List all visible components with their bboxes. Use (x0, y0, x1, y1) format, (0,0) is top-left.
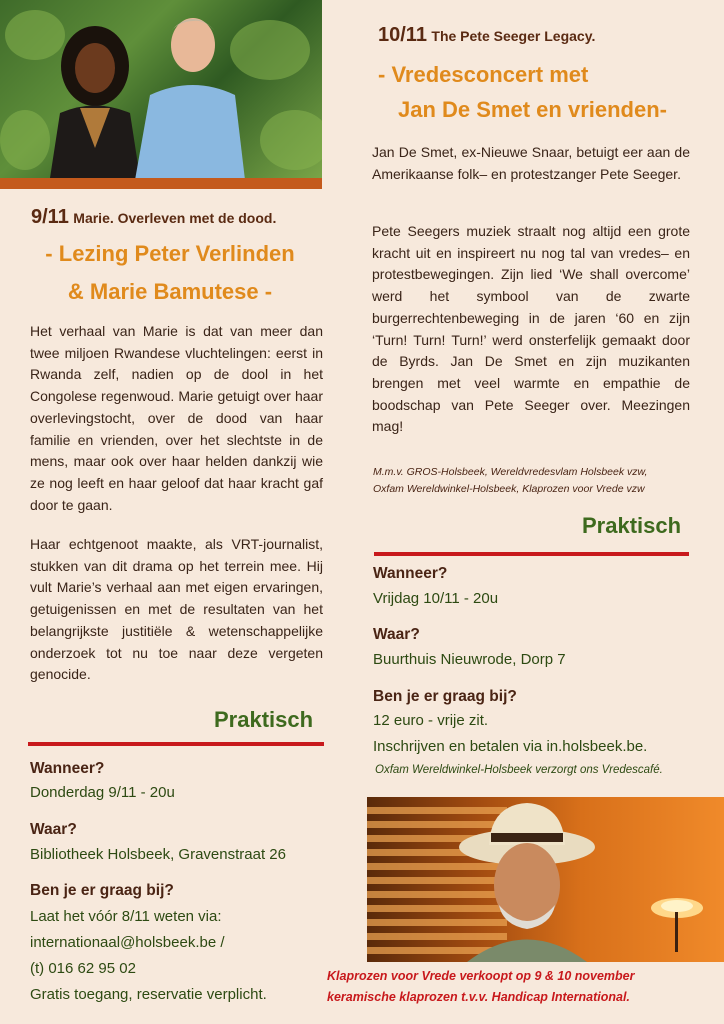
lamp-icon (637, 892, 707, 952)
left-red-divider (28, 742, 324, 746)
left-dash-b: - (264, 279, 273, 304)
left-title: Marie. Overleven met de dood. (73, 210, 277, 226)
right-paragraph-2: Pete Seegers muziek straalt nog altijd een grote kracht uit en inspireert nu nog tal van vredes– en protestbewegingen. Zijn lied ‘We shall overcome’ werd het symbool van de zwarte burgerrechtenbeweging in de jaren ‘60 en zijn ‘Turn! Turn! Turn!’ werd onsterfelijk gemaakt door de Byrds. Jan De Smet en zijn muzikanten brengen met veel warmte en empathie de boodschap van Pete Seeger over. Meezingen mag! (372, 223, 690, 435)
right-join-label: Ben je er graag bij? (373, 688, 517, 705)
left-dash-a: - (45, 241, 53, 266)
right-praktisch-heading: Praktisch (582, 513, 682, 538)
right-paragraph-1: Jan De Smet, ex-Nieuwe Snaar, betuigt eer aan de Amerikaanse folk– en protestzanger Pete Seeger. (372, 144, 690, 182)
right-where-label: Waar? (373, 626, 420, 643)
left-date-title (31, 206, 276, 229)
right-credit (373, 464, 703, 498)
right-when-label: Wanneer? (373, 565, 448, 582)
right-credit-line-1: M.m.v. GROS-Holsbeek, Wereldvredesvlam Holsbeek vzw, (373, 466, 648, 478)
right-headline-2 (398, 97, 667, 123)
right-title: The Pete Seeger Legacy. (431, 28, 596, 44)
right-red-divider (374, 552, 689, 556)
right-date-title (378, 24, 595, 47)
left-when-value: Donderdag 9/11 - 20u (30, 784, 175, 801)
klaprozen-line-2: keramische klaprozen t.v.v. Handicap International. (327, 990, 630, 1004)
orange-divider (0, 178, 322, 189)
right-dash-b: - (659, 97, 667, 122)
klaprozen-notice (327, 966, 722, 1008)
right-where-value: Buurthuis Nieuwrode, Dorp 7 (373, 651, 566, 668)
klaprozen-line-1: Klaprozen voor Vrede verkoopt op 9 & 10 november (327, 969, 635, 983)
man-figure-icon (135, 5, 245, 178)
left-headline-text-1: Lezing Peter Verlinden (58, 241, 295, 266)
left-where-value: Bibliotheek Holsbeek, Gravenstraat 26 (30, 846, 286, 863)
woman-figure-icon (40, 18, 150, 178)
right-join-line-1: 12 euro - vrije zit. (373, 712, 489, 729)
left-date: 9/11 (31, 206, 69, 228)
left-headline-1 (0, 241, 340, 267)
left-headline-text-2: & Marie Bamutese (67, 279, 259, 304)
right-date: 10/11 (378, 24, 427, 46)
left-join-line-1: Laat het vóór 8/11 weten via: (30, 908, 222, 925)
right-join-line-2[interactable]: Inschrijven en betalen via in.holsbeek.be. (373, 738, 648, 755)
man-with-hat-icon (427, 797, 627, 962)
photo-jan-de-smet (367, 797, 724, 962)
right-when-value: Vrijdag 10/11 - 20u (373, 590, 499, 607)
right-oxfam-note: Oxfam Wereldwinkel-Holsbeek verzorgt ons Vredescafé. (375, 764, 663, 776)
right-headline-text-1: Vredesconcert met (391, 62, 589, 87)
left-email-link[interactable]: internationaal@holsbeek.be / (30, 934, 225, 951)
left-praktisch-heading: Praktisch (214, 707, 314, 732)
photo-marie-peter (0, 0, 322, 178)
left-paragraph-1: Het verhaal van Marie is dat van meer dan twee miljoen Rwandese vluchtelingen: eerst in Rwanda zelf, nadien op de dool in het Congolese regenwoud. Marie getuigt over haar overlevingstocht, over de dood van haar familie en vrienden, over het slechtste in de mens, maar ook over haar helden dankzij wie ze nog leeft en haar geloof dat haar kracht gaf door te gaan. (30, 323, 323, 513)
left-when-label: Wanneer? (30, 760, 105, 777)
right-headline-1 (378, 62, 588, 88)
left-where-label: Waar? (30, 821, 77, 838)
left-paragraph-2: Haar echtgenoot maakte, als VRT-journalist, stukken van dit drama op het terrein mee. Hij vult Marie’s verhaal aan met eigen ervaringen, getuigenissen en met de resultaten van het belangrijkste justitiële & wetenschappelijke onderzoek tot nu toe naar deze vergeten genocide. (30, 536, 323, 683)
left-headline-2 (0, 279, 340, 305)
right-credit-line-2: Oxfam Wereldwinkel-Holsbeek, Klaprozen voor Vrede vzw (373, 483, 645, 495)
left-join-label: Ben je er graag bij? (30, 882, 174, 899)
right-dash-a: - (378, 62, 386, 87)
right-headline-text-2: Jan De Smet en vrienden (398, 97, 660, 122)
left-join-line-4: Gratis toegang, reservatie verplicht. (30, 986, 267, 1003)
left-phone[interactable]: (t) 016 62 95 02 (30, 960, 136, 977)
